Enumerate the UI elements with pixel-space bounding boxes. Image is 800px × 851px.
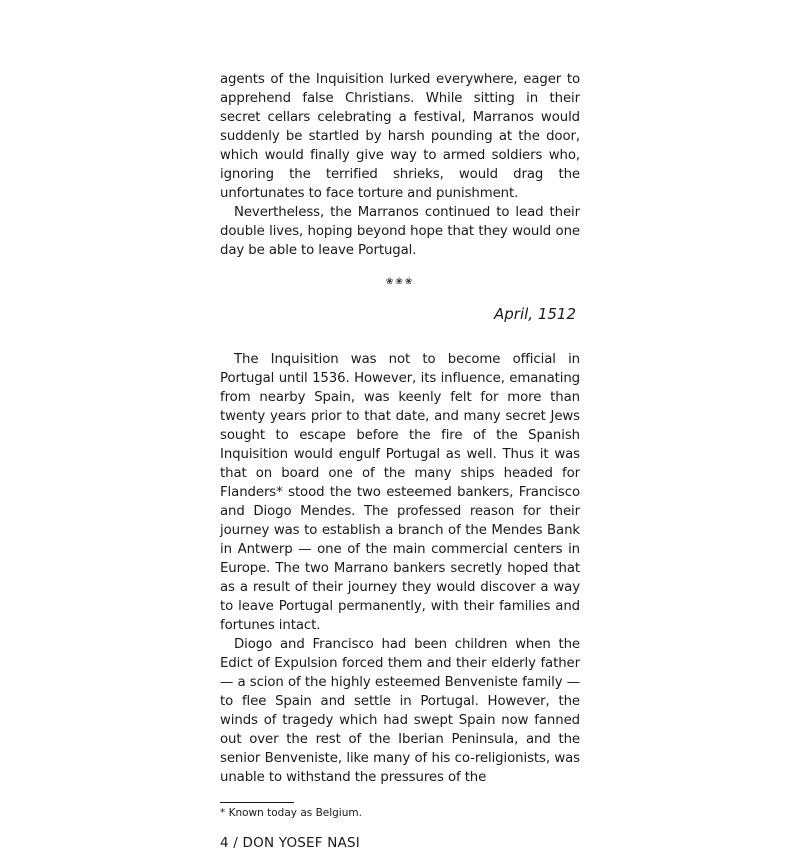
- page-footer: 4 / DON YOSEF NASI: [220, 835, 360, 851]
- dateline: April, 1512: [494, 305, 576, 323]
- book-page: [220, 70, 580, 851]
- paragraph-inquisition-agents: agents of the Inquisition lurked everywhere, eager to apprehend false Christians. While sitting in their secret cellars celebrating a festival, Marranos would suddenly be startled by harsh pounding at the door, which would finally give way to armed soldiers who, ignoring the terrified shrieks, would drag the unfortunates to face torture and punishment.: [220, 72, 580, 201]
- section-break-ornament-icon: ❀❀❀: [385, 277, 415, 287]
- paragraph-nevertheless: Nevertheless, the Marranos continued to lead their double lives, hoping beyond hope that they would one day be able to leave Portugal.: [220, 205, 580, 258]
- paragraph-inquisition-portugal: The Inquisition was not to become official in Portugal until 1536. However, its influence, emanating from nearby Spain, was keenly felt for more than twenty years prior to that date, and many secret Jews sought to escape before the fire of the Spanish Inquisition would engulf Portugal as well. Thus it was that on board one of the many ships headed for Flanders* stood the two esteemed bankers, Francisco and Diogo Mendes. The professed reason for their journey was to establish a branch of the Mendes Bank in Antwerp — one of the main commercial centers in Europe. The two Marrano bankers secretly hoped that as a result of their journey they would discover a way to leave Portugal permanently, with their families and fortunes intact.: [220, 352, 580, 633]
- paragraph-diogo-francisco: Diogo and Francisco had been children when the Edict of Expulsion forced them and their elderly father — a scion of the highly esteemed Benveniste family — to flee Spain and settle in Portugal. However, the winds of tragedy which had swept Spain now fanned out over the rest of the Iberian Peninsula, and the senior Benveniste, like many of his co-religionists, was unable to withstand the pressures of the: [220, 637, 580, 785]
- footnote-divider: [220, 802, 294, 803]
- footnote: * Known today as Belgium.: [220, 807, 362, 819]
